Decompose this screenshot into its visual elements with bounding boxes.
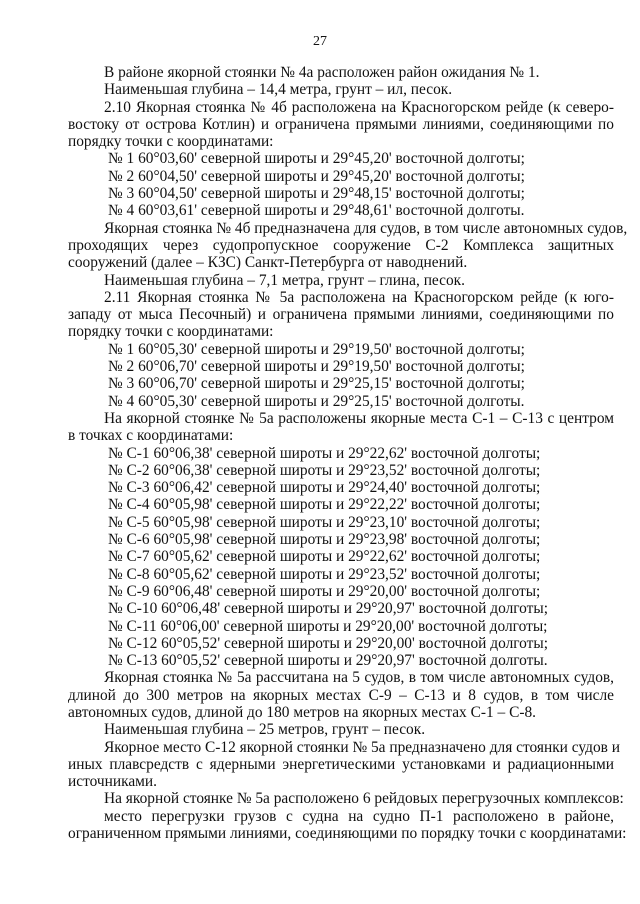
text-line: № С-7 60°05,62' северной широты и 29°22,62' восточной долготы; — [108, 548, 541, 566]
text-line: № 4 60°05,30' северной широты и 29°25,15' восточной долготы. — [108, 392, 525, 410]
text-line: порядку точки с координатами: — [68, 323, 274, 341]
text-line: Наименьшая глубина – 25 метров, грунт – песок. — [104, 721, 426, 739]
text-line: Якорное место С-12 якорной стоянки № 5а предназначено для стоянки судов и — [104, 738, 620, 756]
page-number: 27 — [313, 34, 327, 49]
text-line: порядку точки с координатами: — [68, 133, 274, 151]
text-line: западу от мыса Песочный) и ограничена прямыми линиями, соединяющими по — [68, 306, 614, 324]
text-line: № 1 60°03,60' северной широты и 29°45,20' восточной долготы; — [108, 150, 525, 168]
text-line: место перегрузки грузов с судна на судно П-1 расположено в районе, — [104, 807, 614, 825]
text-line: № С-6 60°05,98' северной широты и 29°23,98' восточной долготы; — [108, 531, 541, 549]
text-line: № С-12 60°05,52' северной широты и 29°20,00' восточной долготы; — [108, 634, 549, 652]
text-line: № С-3 60°06,42' северной широты и 29°24,40' восточной долготы; — [108, 479, 541, 497]
text-line: иных плавсредств с ядерными энергетическими установками и радиационными — [68, 755, 614, 773]
text-line: в точках с координатами: — [68, 427, 234, 445]
text-line: В районе якорной стоянки № 4а расположен район ожидания № 1. — [104, 64, 540, 81]
text-line: № С-2 60°06,38' северной широты и 29°23,52' восточной долготы; — [108, 461, 541, 479]
text-line: 2.10 Якорная стоянка № 4б расположена на Красногорском рейде (к северо- — [104, 98, 614, 116]
text-line: проходящих через судопропускное сооружение С-2 Комплекса защитных — [68, 236, 614, 254]
text-line: сооружений (далее – КЗС) Санкт-Петербурга от наводнений. — [68, 254, 468, 272]
text-line: На якорной стоянке № 5а расположены якорные места С-1 – С-13 с центром — [104, 409, 614, 427]
text-line: № С-9 60°06,48' северной широты и 29°20,00' восточной долготы; — [108, 582, 541, 600]
text-line: автономных судов, длиной до 180 метров на якорных местах С-1 – С-8. — [68, 703, 537, 721]
text-line: источниками. — [68, 773, 157, 791]
text-line: ограниченном прямыми линиями, соединяющими по порядку точки с координатами: — [68, 825, 627, 843]
text-line: Наименьшая глубина – 7,1 метра, грунт – глина, песок. — [104, 271, 466, 289]
text-line: № С-13 60°05,52' северной широты и 29°20,97' восточной долготы. — [108, 652, 548, 670]
text-line: № 2 60°06,70' северной широты и 29°19,50' восточной долготы; — [108, 358, 525, 376]
text-line: № 3 60°04,50' северной широты и 29°48,15' восточной долготы; — [108, 185, 525, 203]
text-line: Якорная стоянка № 4б предназначена для судов, в том числе автономных судов, — [104, 219, 628, 237]
text-line: Наименьшая глубина – 14,4 метра, грунт – ил, песок. — [104, 81, 453, 99]
text-line: № С-4 60°05,98' северной широты и 29°22,22' восточной долготы; — [108, 496, 541, 514]
text-line: длиной до 300 метров на якорных местах С-9 – С-13 и 8 судов, в том числе — [68, 686, 614, 704]
text-line: На якорной стоянке № 5а расположено 6 рейдовых перегрузочных комплексов: — [104, 790, 624, 808]
text-line: № С-11 60°06,00' северной широты и 29°20,00' восточной долготы; — [108, 617, 548, 635]
document-body — [68, 64, 628, 843]
text-line: № С-8 60°05,62' северной широты и 29°23,52' восточной долготы; — [108, 565, 541, 583]
text-line: востоку от острова Котлин) и ограничена прямыми линиями, соединяющими по — [68, 115, 614, 133]
text-line: № С-10 60°06,48' северной широты и 29°20,97' восточной долготы; — [108, 600, 549, 618]
text-line: № 4 60°03,61' северной широты и 29°48,61' восточной долготы. — [108, 202, 525, 220]
text-line: № 3 60°06,70' северной широты и 29°25,15' восточной долготы; — [108, 375, 525, 393]
text-line: Якорная стоянка № 5а рассчитана на 5 судов, в том числе автономных судов, — [104, 669, 614, 687]
text-line: № С-1 60°06,38' северной широты и 29°22,62' восточной долготы; — [108, 444, 541, 462]
text-line: № 2 60°04,50' северной широты и 29°45,20' восточной долготы; — [108, 167, 525, 185]
text-line: № 1 60°05,30' северной широты и 29°19,50' восточной долготы; — [108, 340, 525, 358]
text-line: № С-5 60°05,98' северной широты и 29°23,10' восточной долготы; — [108, 513, 541, 531]
text-line: 2.11 Якорная стоянка № 5а расположена на Красногорском рейде (к юго- — [104, 288, 614, 306]
